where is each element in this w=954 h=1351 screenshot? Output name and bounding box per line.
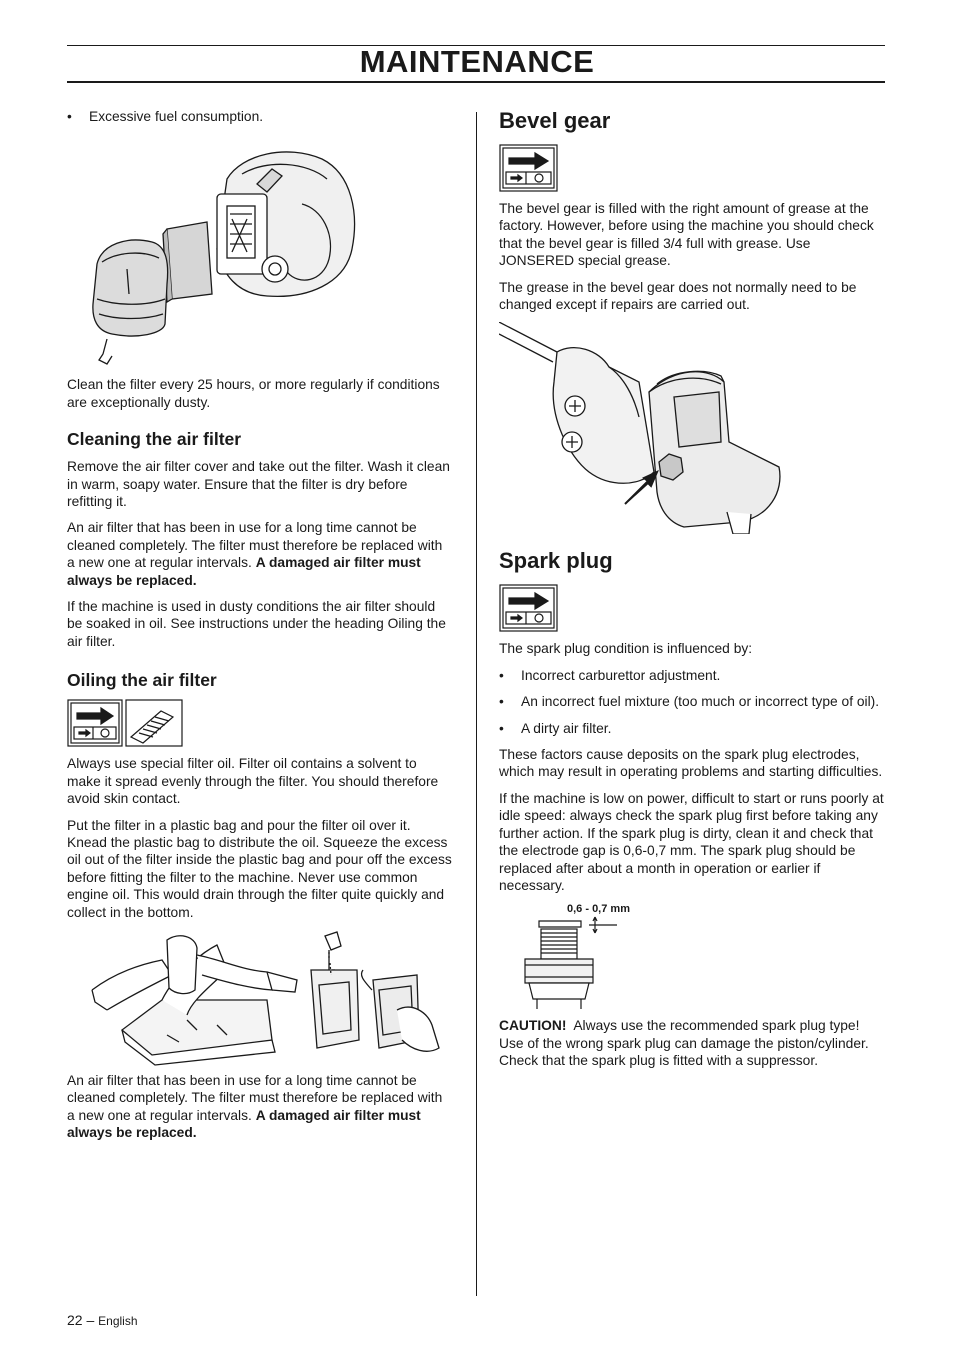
electrode-gap-label: 0,6 - 0,7 mm <box>567 903 630 916</box>
bevel-paragraph-2: The grease in the bevel gear does not normally need to be changed except if repairs are carried out. <box>499 279 857 313</box>
spark-bullet-carburettor: • Incorrect carburettor adjustment. <box>499 667 885 684</box>
spark-intro: The spark plug condition is influenced by: <box>499 641 753 657</box>
cleaning-paragraph-3: If the machine is used in dusty conditions the air filter should be soaked in oil. See instructions under the heading Oiling the air filter. <box>67 599 446 649</box>
caution-paragraph: CAUTION! Always use the recommended spark plug type! Use of the wrong spark plug can damage the piston/cylinder. Check that the spark plug is fitted with a suppressor. <box>499 1018 869 1069</box>
spark-bullet-air-filter: • A dirty air filter. <box>499 720 885 737</box>
oiling-filter-illustration <box>67 930 453 1066</box>
spark-paragraph-3: If the machine is low on power, difficult to start or runs poorly at idle speed: always check the spark plug first before taking any further action. If the spark plug is dirty, clean it and check that the electrode gap is 0,6-0,7 mm. The spark plug should be replaced after about a month in operation or earlier if necessary. <box>499 790 884 893</box>
column-divider <box>476 112 477 1296</box>
spark-bullet-fuel-mixture: • An incorrect fuel mixture (too much or incorrect type of oil). <box>499 693 885 710</box>
right-column <box>499 108 885 1079</box>
title-underline <box>67 81 885 83</box>
oiling-paragraph-2: Put the filter in a plastic bag and pour the filter oil over it. Knead the plastic bag to distribute the oil. Squeeze the excess oil out of the filter inside the plastic bag and pour off the excess before fitting the filter to the machine. Never use common engine oil. This would drain through the filter quite quickly and collect in the bottom. <box>67 817 452 920</box>
page-title: MAINTENANCE <box>359 44 595 79</box>
oiling-symbols <box>67 699 183 747</box>
bevel-paragraph-1: The bevel gear is filled with the right amount of grease at the factory. However, before using the machine you should check that the bevel gear is filled 3/4 full with grease. Use JONSERED special grease. <box>499 201 874 269</box>
spark-paragraph-2: These factors cause deposits on the spark plug electrodes, which may result in operating problems and starting difficulties. <box>499 747 883 780</box>
page-number: 22 – <box>67 1312 95 1328</box>
clean-filter-intro: Clean the filter every 25 hours, or more regularly if conditions are exceptionally dusty. <box>67 377 440 410</box>
heading-bevel-gear: Bevel gear <box>499 108 611 133</box>
cleaning-paragraph-1: Remove the air filter cover and take out the filter. Wash it clean in warm, soapy water. Ensure that the filter is dry before refitting it. <box>67 459 450 510</box>
page-footer <box>67 1312 138 1328</box>
left-column <box>67 108 453 1151</box>
bullet-fuel-consumption: • Excessive fuel consumption. <box>67 108 453 125</box>
spark-plug-figure <box>499 903 885 1009</box>
footer-language: English <box>98 1314 138 1328</box>
caution-label: CAUTION! <box>499 1018 567 1034</box>
air-filter-illustration <box>67 134 453 370</box>
oiling-paragraph-1: Always use special filter oil. Filter oil contains a solvent to make it spread evenly through the filter. You should therefore avoid skin contact. <box>67 756 439 807</box>
spark-plug-illustration <box>499 903 885 1009</box>
cleaning-warning: A damaged air filter must always be replaced. <box>67 555 421 588</box>
bevel-gear-illustration <box>499 322 885 534</box>
oiling-warning: A damaged air filter must always be replaced. <box>67 1107 421 1141</box>
heading-spark-plug: Spark plug <box>499 548 613 574</box>
spark-plug-symbol <box>499 584 559 632</box>
heading-oiling-air-filter: Oiling the air filter <box>67 670 217 691</box>
bevel-gear-symbol <box>499 144 559 192</box>
cleaning-paragraph-2: An air filter that has been in use for a long time cannot be cleaned completely. The filter must therefore be replaced with a new one at regular intervals. A damaged air filter must always be replaced. <box>67 520 443 588</box>
heading-cleaning-air-filter: Cleaning the air filter <box>67 429 242 450</box>
oiling-paragraph-3: An air filter that has been in use for a long time cannot be cleaned completely. The filter must therefore be replaced with a new one at regular intervals. A damaged air filter must always be replaced. <box>67 1072 443 1141</box>
